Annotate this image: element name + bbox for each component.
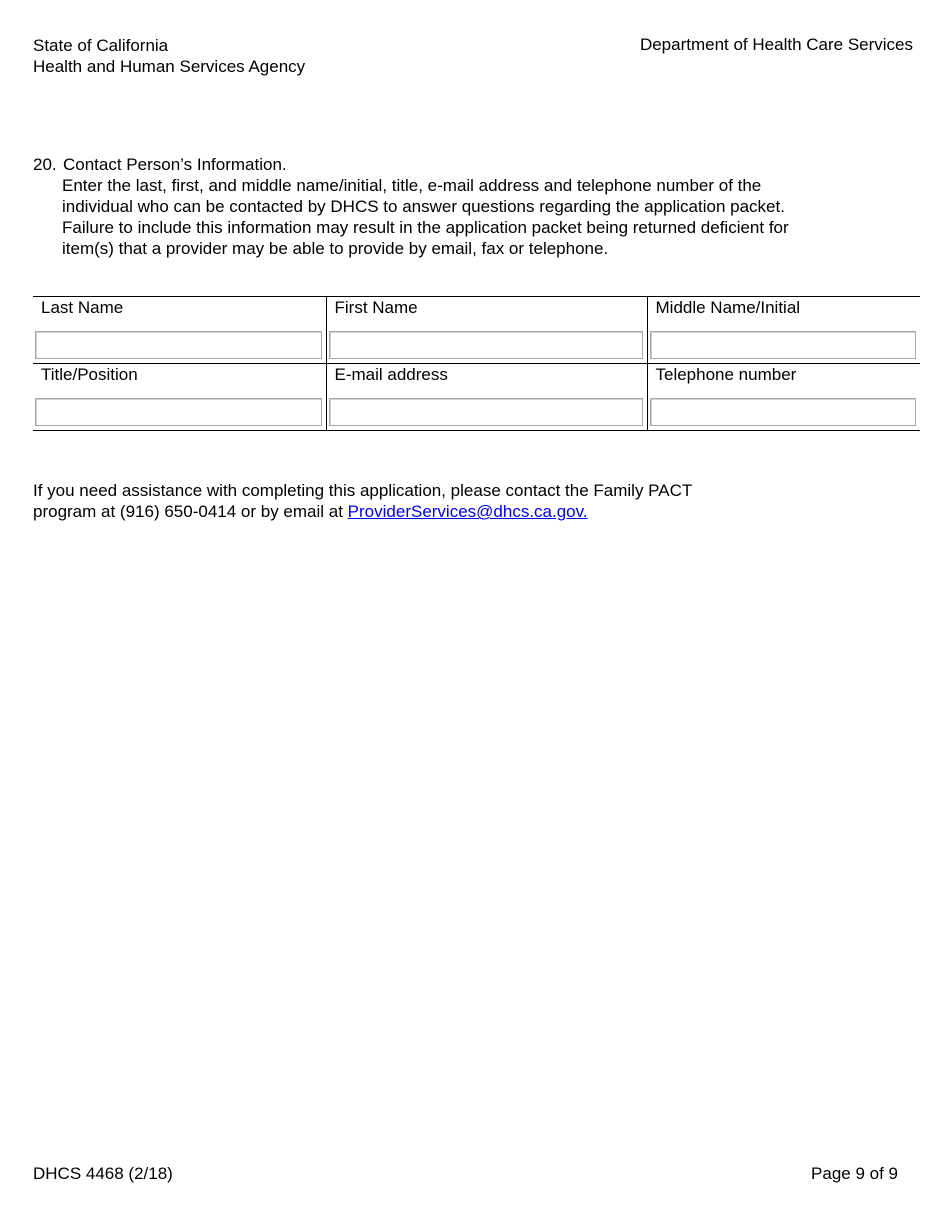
email-input[interactable] (329, 398, 643, 426)
provider-services-email-link[interactable]: ProviderServices@dhcs.ca.gov. (347, 502, 588, 521)
email-cell (326, 364, 647, 431)
instructions-line: Enter the last, first, and middle name/initial, title, e-mail address and telephone number of the (62, 176, 762, 195)
contact-section (33, 154, 893, 259)
agency-state: State of California (33, 36, 169, 55)
assistance-contact-line (33, 501, 833, 522)
email-label: E-mail address (334, 365, 448, 384)
last-name-label: Last Name (41, 298, 124, 317)
assistance-note (33, 480, 833, 522)
last-name-cell (33, 297, 326, 364)
title-position-input[interactable] (35, 398, 322, 426)
last-name-input[interactable] (35, 331, 322, 359)
contact-form-table (33, 296, 920, 431)
page-number: Page 9 of 9 (811, 1164, 898, 1183)
section-number: 20. (33, 155, 57, 174)
title-position-label: Title/Position (41, 365, 138, 384)
instructions-line: individual who can be contacted by DHCS to answer questions regarding the application packet. (62, 197, 785, 216)
title-position-cell (33, 364, 326, 431)
contact-row-details (33, 364, 920, 431)
middle-name-label: Middle Name/Initial (655, 298, 801, 317)
contact-row-name (33, 297, 920, 364)
section-instructions (33, 175, 872, 259)
middle-name-cell (647, 297, 920, 364)
agency-header (33, 35, 305, 77)
form-id: DHCS 4468 (2/18) (33, 1164, 173, 1183)
telephone-input[interactable] (650, 398, 917, 426)
instructions-line: Failure to include this information may result in the application packet being returned deficient for (62, 218, 789, 237)
agency-name: Health and Human Services Agency (33, 57, 306, 76)
middle-name-input[interactable] (650, 331, 917, 359)
first-name-label: First Name (334, 298, 418, 317)
section-title: Contact Person’s Information. (63, 155, 287, 174)
assistance-line: If you need assistance with completing this application, please contact the Family PACT (33, 481, 693, 500)
telephone-label: Telephone number (655, 365, 797, 384)
telephone-cell (647, 364, 920, 431)
assistance-phone-text: program at (916) 650-0414 or by email at (33, 502, 348, 521)
department-name: Department of Health Care Services (639, 35, 913, 54)
first-name-input[interactable] (329, 331, 643, 359)
section-heading (33, 154, 893, 175)
first-name-cell (326, 297, 647, 364)
instructions-line: item(s) that a provider may be able to provide by email, fax or telephone. (62, 239, 609, 258)
